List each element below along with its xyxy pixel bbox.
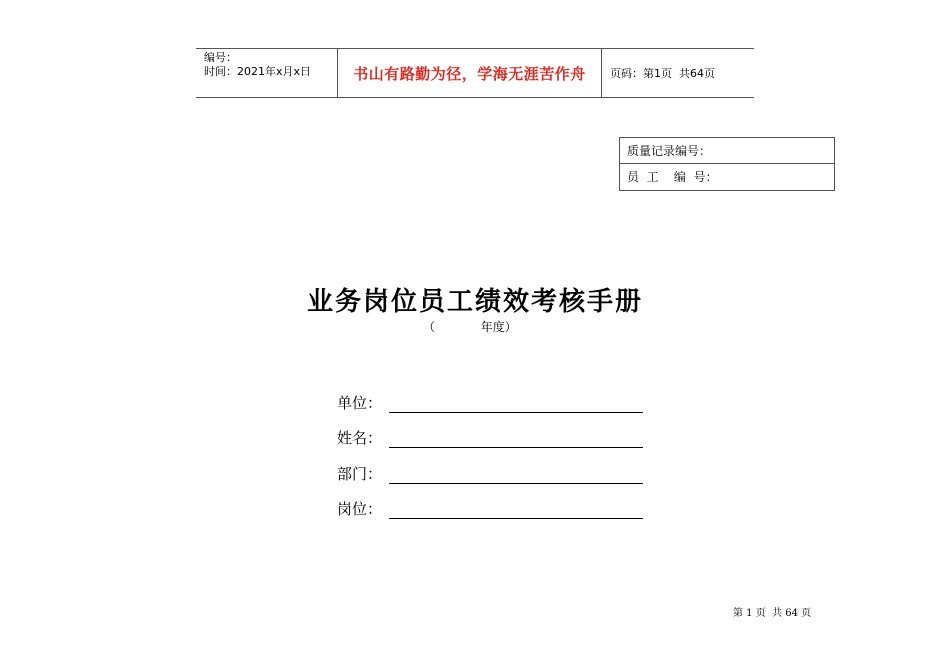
document-number-label: 编号： (204, 51, 237, 64)
quality-record-number: 质量记录编号： (620, 138, 834, 164)
department-blank-line (389, 465, 643, 484)
name-field (337, 426, 643, 448)
unit-field (337, 391, 643, 413)
footer-page-number: 第 1 页 共 64 页 (733, 608, 812, 619)
name-label: 姓名： (337, 429, 383, 447)
unit-label: 单位： (337, 394, 383, 412)
header-info-cell (196, 49, 338, 97)
header-page-info-cell (602, 49, 754, 97)
employee-number: 员 工 编 号： (627, 170, 718, 184)
unit-blank-line (389, 394, 643, 413)
year-subtitle: （ 年度） (423, 320, 517, 334)
quality-record-box (619, 137, 835, 191)
document-time-label: 时间：2021年x月x日 (204, 65, 312, 78)
name-blank-line (389, 429, 643, 448)
header-page-info: 页码：第1页 共64页 (610, 67, 715, 80)
position-blank-line (389, 500, 643, 519)
header-motto: 书山有路勤为径，学海无涯苦作舟 (338, 49, 602, 97)
page-title: 业务岗位员工绩效考核手册 (306, 287, 643, 317)
department-field (337, 462, 643, 484)
document-header (196, 48, 754, 98)
position-field (337, 497, 643, 519)
department-label: 部门： (337, 465, 383, 483)
position-label: 岗位： (337, 500, 383, 518)
